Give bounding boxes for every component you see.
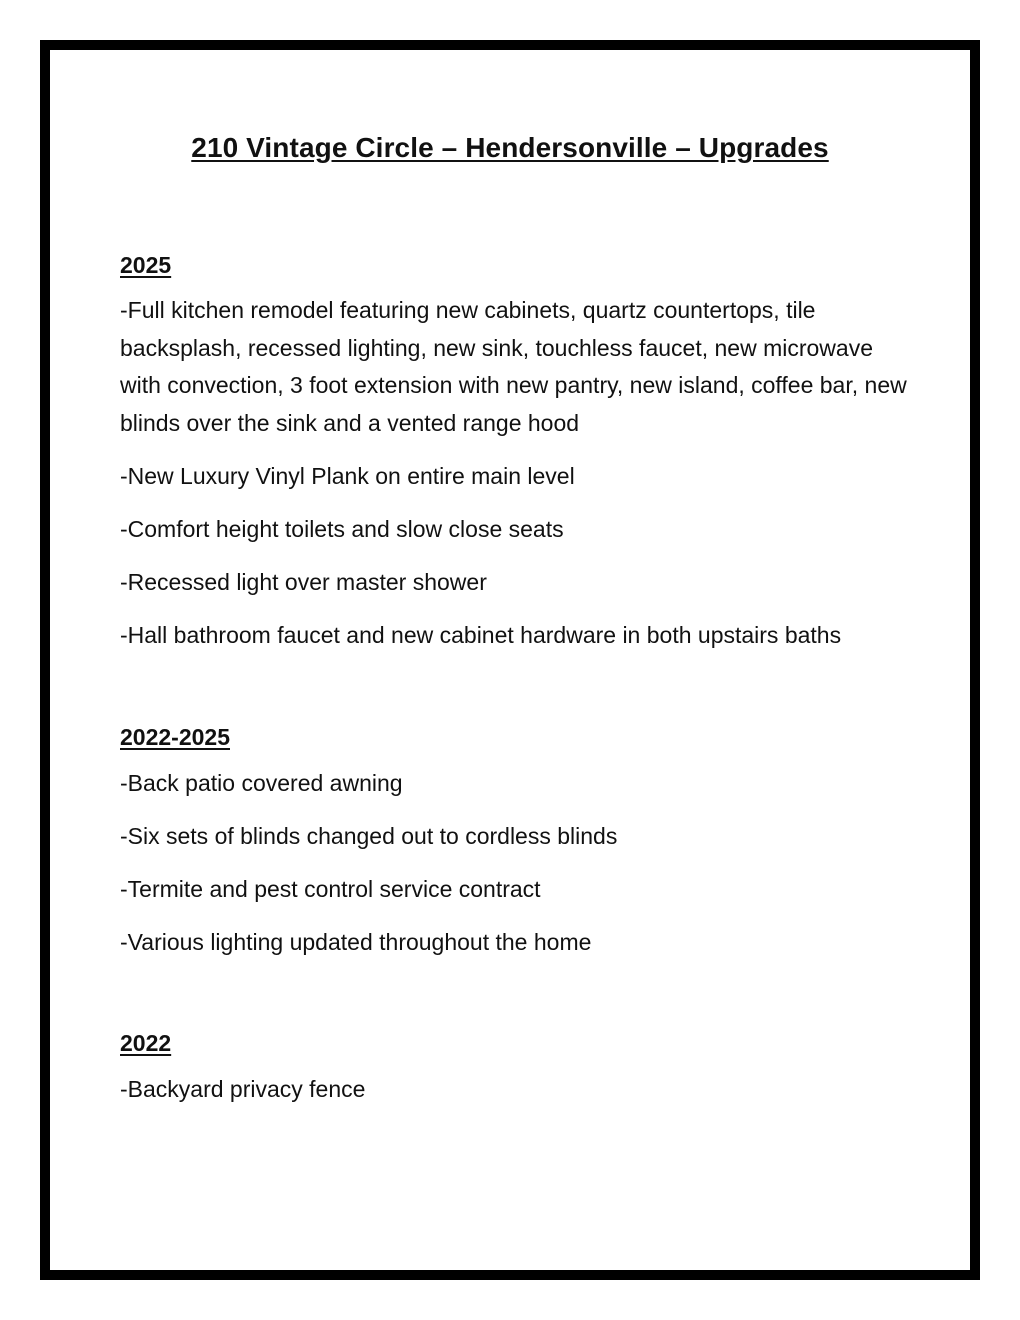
upgrade-item: -Back patio covered awning — [120, 770, 403, 796]
upgrade-item: -Recessed light over master shower — [120, 569, 487, 595]
upgrade-item: -Full kitchen remodel featuring new cabinets, quartz countertops, tile backsplash, recessed lighting, new sink, touchless faucet, new microwave with convection, 3 foot extension with new pantry, new island, coffee bar, new blinds over the sink and a vented range hood — [120, 297, 907, 436]
upgrade-item: -New Luxury Vinyl Plank on entire main level — [120, 463, 575, 489]
upgrade-item: -Backyard privacy fence — [120, 1076, 366, 1102]
section-2022-2025 — [120, 722, 910, 976]
document-title: 210 Vintage Circle – Hendersonville – Upgrades — [191, 132, 829, 163]
upgrade-item: -Various lighting updated throughout the home — [120, 929, 592, 955]
upgrade-list — [120, 764, 910, 961]
section-heading: 2022-2025 — [120, 724, 230, 750]
upgrade-item: -Termite and pest control service contract — [120, 876, 541, 902]
section-2022 — [120, 1028, 910, 1123]
upgrade-item: -Hall bathroom faucet and new cabinet hardware in both upstairs baths — [120, 622, 842, 648]
page-frame — [40, 40, 980, 1280]
upgrade-item: -Comfort height toilets and slow close seats — [120, 516, 564, 542]
upgrade-list — [120, 292, 910, 654]
upgrade-item: -Six sets of blinds changed out to cordless blinds — [120, 823, 618, 849]
section-heading: 2022 — [120, 1030, 172, 1056]
section-heading: 2025 — [120, 252, 172, 278]
upgrade-list — [120, 1070, 910, 1108]
section-2025 — [120, 250, 910, 669]
